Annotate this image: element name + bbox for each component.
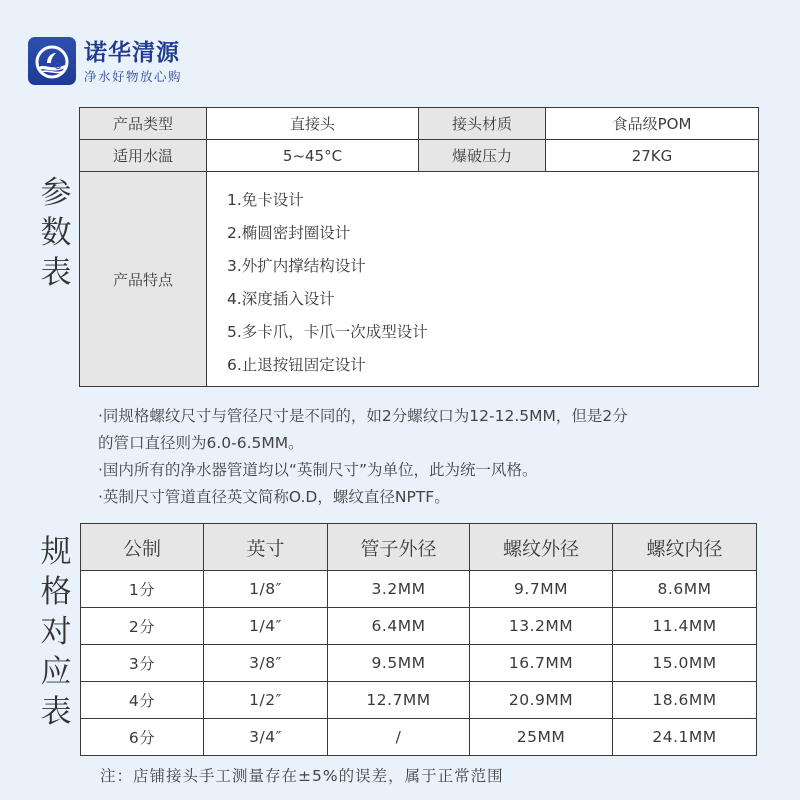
table-header-row — [81, 524, 757, 571]
cell: 9.5MM — [328, 645, 470, 682]
table-row — [81, 682, 757, 719]
cell: 3/4″ — [204, 719, 328, 756]
param-label: 产品类型 — [80, 108, 207, 140]
column-header: 螺纹内径 — [613, 524, 757, 571]
brand-slogan: 净水好物放心购 — [84, 69, 183, 84]
cell: 18.6MM — [613, 682, 757, 719]
params-table — [79, 107, 759, 387]
table-row — [81, 608, 757, 645]
side-title-char: 表 — [40, 694, 72, 730]
cell: 20.9MM — [470, 682, 613, 719]
cell: 2分 — [81, 608, 204, 645]
param-value: 直接头 — [207, 108, 419, 140]
feature-item: 2.椭圆密封圈设计 — [227, 224, 351, 242]
cell: 6.4MM — [328, 608, 470, 645]
side-title-char: 参 — [40, 175, 72, 211]
cell: 12.7MM — [328, 682, 470, 719]
column-header: 管子外径 — [328, 524, 470, 571]
param-value: 食品级POM — [546, 108, 759, 140]
table-row — [81, 571, 757, 608]
side-title-char: 数 — [40, 215, 72, 251]
cell: 15.0MM — [613, 645, 757, 682]
cell: 1/8″ — [204, 571, 328, 608]
side-title-char: 表 — [40, 255, 72, 291]
cell: 6分 — [81, 719, 204, 756]
feature-item: 6.止退按钮固定设计 — [227, 356, 366, 374]
table-row — [80, 140, 759, 172]
cell: 24.1MM — [613, 719, 757, 756]
column-header: 英寸 — [204, 524, 328, 571]
param-label: 接头材质 — [419, 108, 546, 140]
cell: 25MM — [470, 719, 613, 756]
param-label: 爆破压力 — [419, 140, 546, 172]
specs-side-title — [36, 532, 76, 732]
cell: 9.7MM — [470, 571, 613, 608]
param-value: 5~45°C — [207, 140, 419, 172]
feature-item: 1.免卡设计 — [227, 191, 304, 209]
table-row — [80, 108, 759, 140]
note-line: ·同规格螺纹尺寸与管径尺寸是不同的，如2分螺纹口为12-12.5MM，但是2分 — [98, 407, 628, 425]
wave-circle-logo-icon — [28, 37, 76, 85]
specs-table — [80, 523, 757, 756]
note-line: ·国内所有的净水器管道均以“英制尺寸”为单位，此为统一风格。 — [98, 461, 538, 479]
column-header: 螺纹外径 — [470, 524, 613, 571]
side-title-char: 应 — [40, 654, 72, 690]
param-label: 适用水温 — [80, 140, 207, 172]
brand-name: 诺华清源 — [84, 40, 180, 66]
cell: / — [328, 719, 470, 756]
side-title-char: 对 — [40, 614, 72, 650]
features-label: 产品特点 — [80, 172, 207, 387]
footnote: 注：店铺接头手工测量存在±5%的误差，属于正常范围 — [100, 767, 504, 785]
table-row — [81, 719, 757, 756]
cell: 3分 — [81, 645, 204, 682]
note-line: ·英制尺寸管道直径英文简称O.D，螺纹直径NPTF。 — [98, 488, 450, 506]
table-row — [80, 172, 759, 387]
feature-item: 4.深度插入设计 — [227, 290, 335, 308]
params-side-title — [36, 173, 76, 293]
notes — [98, 403, 758, 511]
table-row — [81, 645, 757, 682]
cell: 1/4″ — [204, 608, 328, 645]
side-title-char: 格 — [40, 574, 72, 610]
cell: 8.6MM — [613, 571, 757, 608]
note-line: 的管口直径则为6.0-6.5MM。 — [98, 434, 304, 452]
feature-item: 3.外扩内撑结构设计 — [227, 257, 366, 275]
side-title-char: 规 — [40, 534, 72, 570]
cell: 3/8″ — [204, 645, 328, 682]
features-list — [207, 172, 759, 387]
cell: 1/2″ — [204, 682, 328, 719]
cell: 3.2MM — [328, 571, 470, 608]
cell: 1分 — [81, 571, 204, 608]
cell: 11.4MM — [613, 608, 757, 645]
column-header: 公制 — [81, 524, 204, 571]
brand-logo — [28, 37, 76, 85]
cell: 13.2MM — [470, 608, 613, 645]
param-value: 27KG — [546, 140, 759, 172]
cell: 4分 — [81, 682, 204, 719]
cell: 16.7MM — [470, 645, 613, 682]
feature-item: 5.多卡爪，卡爪一次成型设计 — [227, 323, 428, 341]
